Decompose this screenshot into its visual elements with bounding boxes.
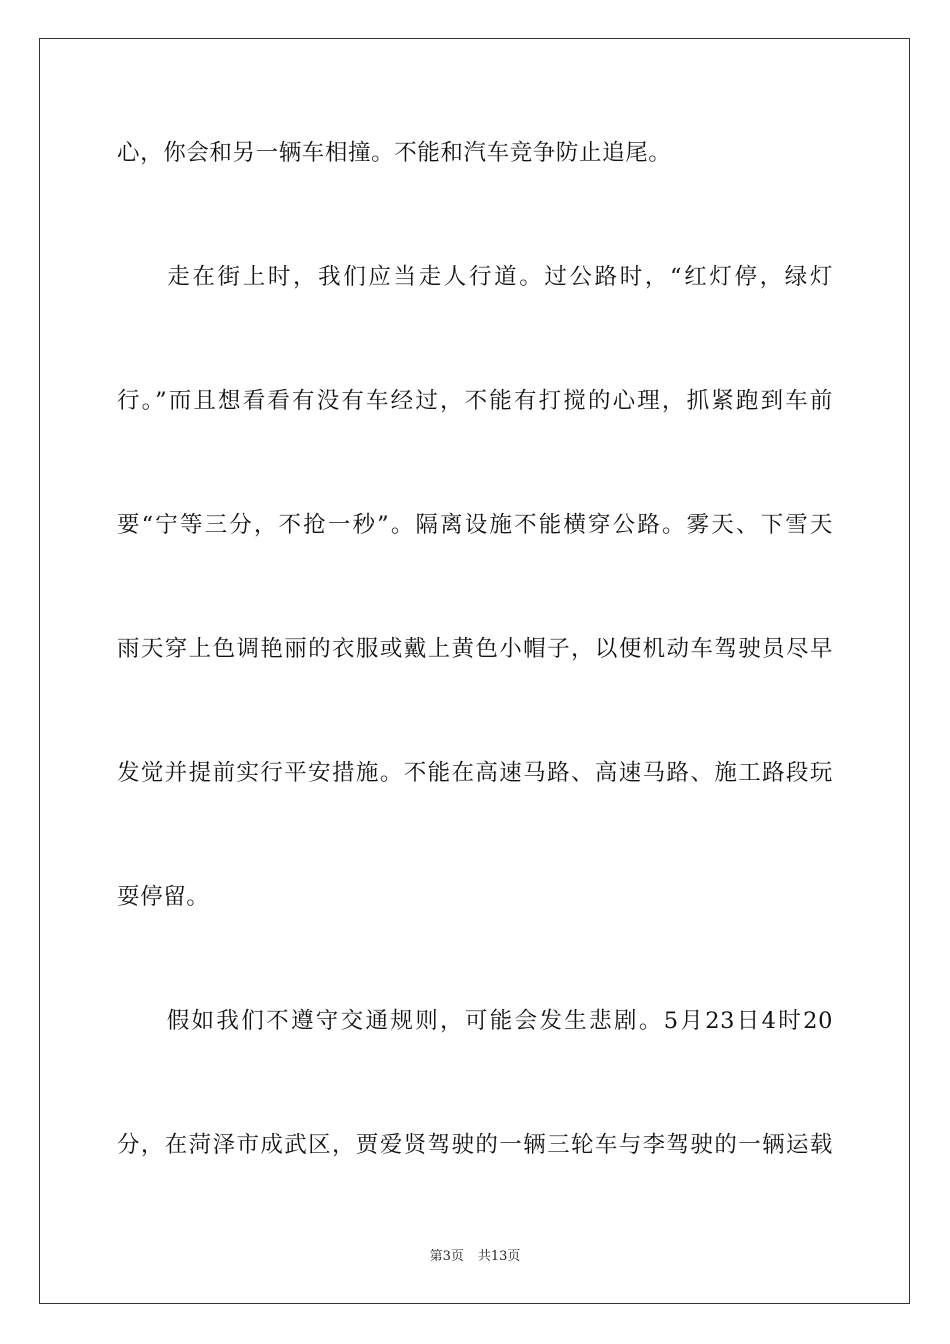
text-line-6: 发觉并提前实行平安措施。不能在高速马路、高速马路、施工路段玩 [117,760,833,786]
text-line-4: 要“宁等三分，不抢一秒”。隔离设施不能横穿公路。雾天、下雪天 [117,512,833,538]
text-line-9: 分，在菏泽市成武区，贾爱贤驾驶的一辆三轮车与李驾驶的一辆运载 [117,1132,833,1158]
page-number-total: 共13页 [477,1249,521,1264]
page-footer [0,1248,950,1266]
text-line-8: 假如我们不遵守交通规则，可能会发生悲剧。5月23日4时20 [117,1008,833,1034]
text-line-2: 走在街上时，我们应当走人行道。过公路时，“红灯停，绿灯 [117,264,833,290]
text-line-5: 雨天穿上色调艳丽的衣服或戴上黄色小帽子，以便机动车驾驶员尽早 [117,636,833,662]
text-line-3: 行。”而且想看看有没有车经过，不能有打搅的心理，抓紧跑到车前 [117,388,833,414]
text-line-1: 心，你会和另一辆车相撞。不能和汽车竞争防止追尾。 [117,140,672,166]
page-border [39,38,910,1304]
page-number-current: 第3页 [429,1249,464,1264]
text-line-7: 耍停留。 [117,884,210,910]
